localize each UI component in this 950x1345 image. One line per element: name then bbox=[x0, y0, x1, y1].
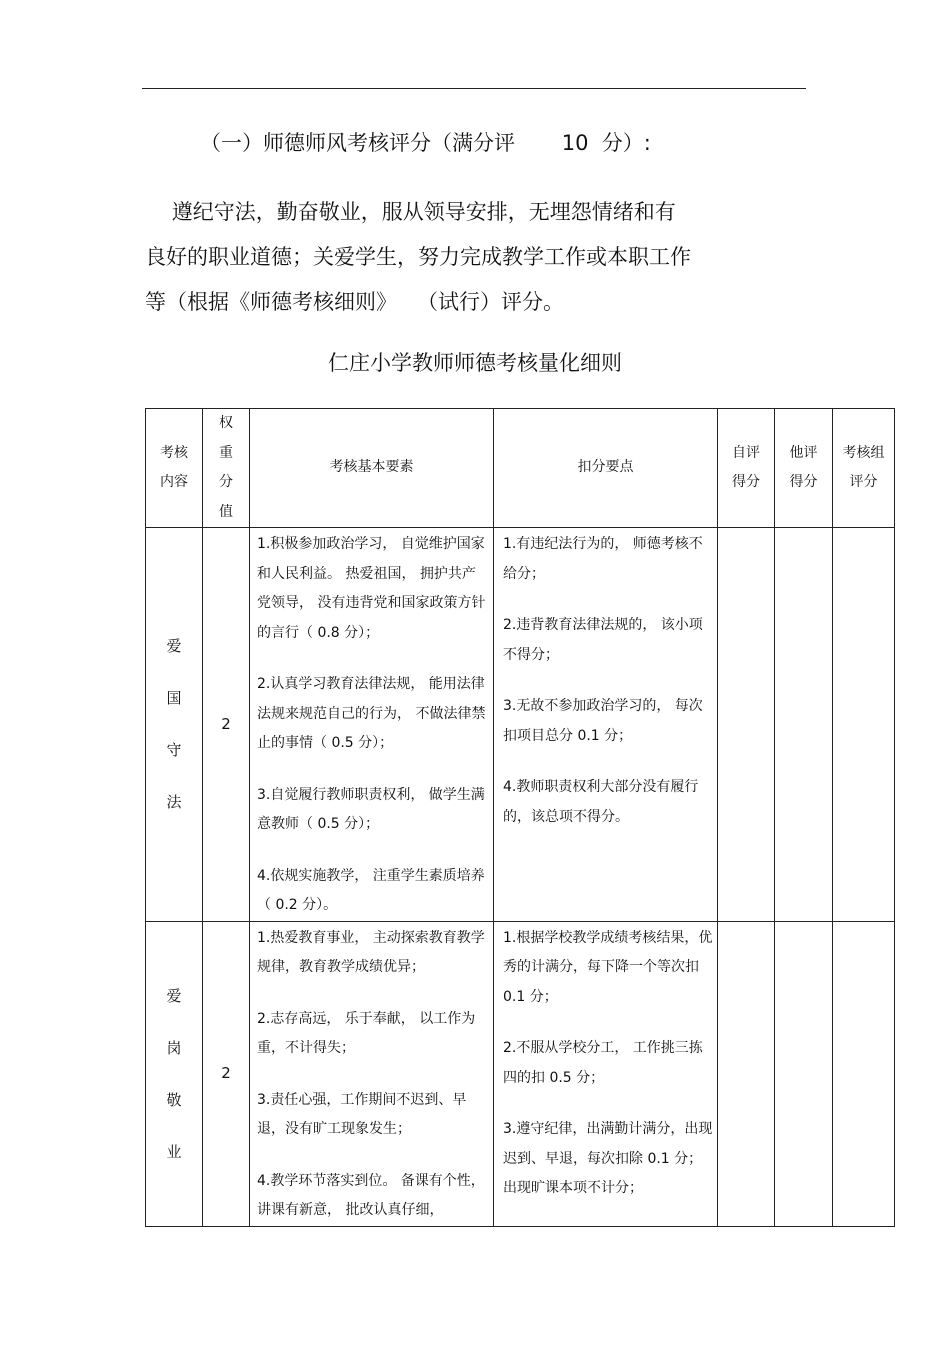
table-title: 仁庄小学教师师德考核量化细则 bbox=[328, 351, 622, 375]
deductions-cell bbox=[494, 528, 718, 922]
elements-cell bbox=[250, 528, 494, 922]
weight-cell: 2 bbox=[203, 528, 250, 922]
deduction-item: 3.无故不参加政治学习的， 每次扣项目总分 0.1 分； bbox=[503, 698, 703, 744]
element-item: 4.依规实施教学， 注重学生素质培养（ 0.2 分）。 bbox=[257, 867, 485, 913]
header-peer-score: 他评 得分 bbox=[775, 409, 833, 528]
header-deduction: 扣分要点 bbox=[494, 409, 718, 528]
category-cell: 爱 岗 敬 业 bbox=[146, 921, 203, 1226]
deduction-item: 1.有违纪法行为的， 师德考核不给分； bbox=[503, 536, 703, 582]
paragraph-line: 遵纪守法，勤奋敬业，服从领导安排，无埋怨情绪和有 bbox=[145, 200, 676, 224]
header-rule bbox=[142, 88, 806, 89]
element-item: 3.责任心强，工作期间不迟到、早退，没有旷工现象发生； bbox=[257, 1091, 467, 1137]
peer-score-cell[interactable] bbox=[775, 921, 833, 1226]
deduction-item: 2.不服从学校分工， 工作挑三拣四的扣 0.5 分； bbox=[503, 1040, 703, 1086]
header-elements: 考核基本要素 bbox=[250, 409, 494, 528]
self-score-cell[interactable] bbox=[718, 921, 775, 1226]
table-row bbox=[146, 921, 895, 1226]
header-group-score: 考核组 评分 bbox=[833, 409, 895, 528]
deduction-item: 1.根据学校教学成绩考核结果，优秀的计满分，每下降一个等次扣 0.1 分； bbox=[503, 929, 713, 1005]
deductions-cell bbox=[494, 921, 718, 1226]
self-score-cell[interactable] bbox=[718, 528, 775, 922]
group-score-cell[interactable] bbox=[833, 921, 895, 1226]
intro-paragraph bbox=[145, 190, 755, 325]
paragraph-line: 等（根据《师德考核细则》 （试行）评分。 bbox=[145, 290, 565, 314]
header-self-score: 自评 得分 bbox=[718, 409, 775, 528]
deduction-item: 3.遵守纪律，出满勤计满分，出现迟到、早退，每次扣除 0.1 分；出现旷课本项不计分； bbox=[503, 1121, 713, 1196]
assessment-table bbox=[145, 408, 895, 1227]
element-item: 4.教学环节落实到位。 备课有个性，讲课有新意， 批改认真仔细， bbox=[257, 1172, 485, 1218]
group-score-cell[interactable] bbox=[833, 528, 895, 922]
header-content: 考核 内容 bbox=[146, 409, 203, 528]
element-item: 2.志存高远， 乐于奉献， 以工作为重，不计得失； bbox=[257, 1010, 476, 1056]
element-item: 1.积极参加政治学习， 自觉维护国家和人民利益。 热爱祖国， 拥护共产党领导， 没有违背党和国家政策方针的言行（ 0.8 分）； bbox=[257, 536, 486, 641]
peer-score-cell[interactable] bbox=[775, 528, 833, 922]
weight-cell: 2 bbox=[203, 921, 250, 1226]
header-weight: 权 重 分 值 bbox=[203, 409, 250, 528]
table-header-row bbox=[146, 409, 895, 528]
element-item: 3.自觉履行教师职责权利， 做学生满意教师（ 0.5 分）； bbox=[257, 786, 485, 832]
table-row bbox=[146, 528, 895, 922]
element-item: 2.认真学习教育法律法规， 能用法律法规来规范自己的行为， 不做法律禁止的事情（ 0.5 分）； bbox=[257, 676, 486, 751]
deduction-item: 4.教师职责权利大部分没有履行的，该总项不得分。 bbox=[503, 779, 699, 825]
deduction-item: 2.违背教育法律法规的， 该小项不得分； bbox=[503, 617, 703, 663]
category-cell: 爱 国 守 法 bbox=[146, 528, 203, 922]
section-heading: （一）师德师风考核评分（满分评 10 分）: bbox=[200, 131, 651, 155]
paragraph-line: 良好的职业道德；关爱学生，努力完成教学工作或本职工作 bbox=[145, 245, 691, 269]
elements-cell bbox=[250, 921, 494, 1226]
element-item: 1.热爱教育事业， 主动探索教育教学规律，教育教学成绩优异； bbox=[257, 929, 485, 975]
